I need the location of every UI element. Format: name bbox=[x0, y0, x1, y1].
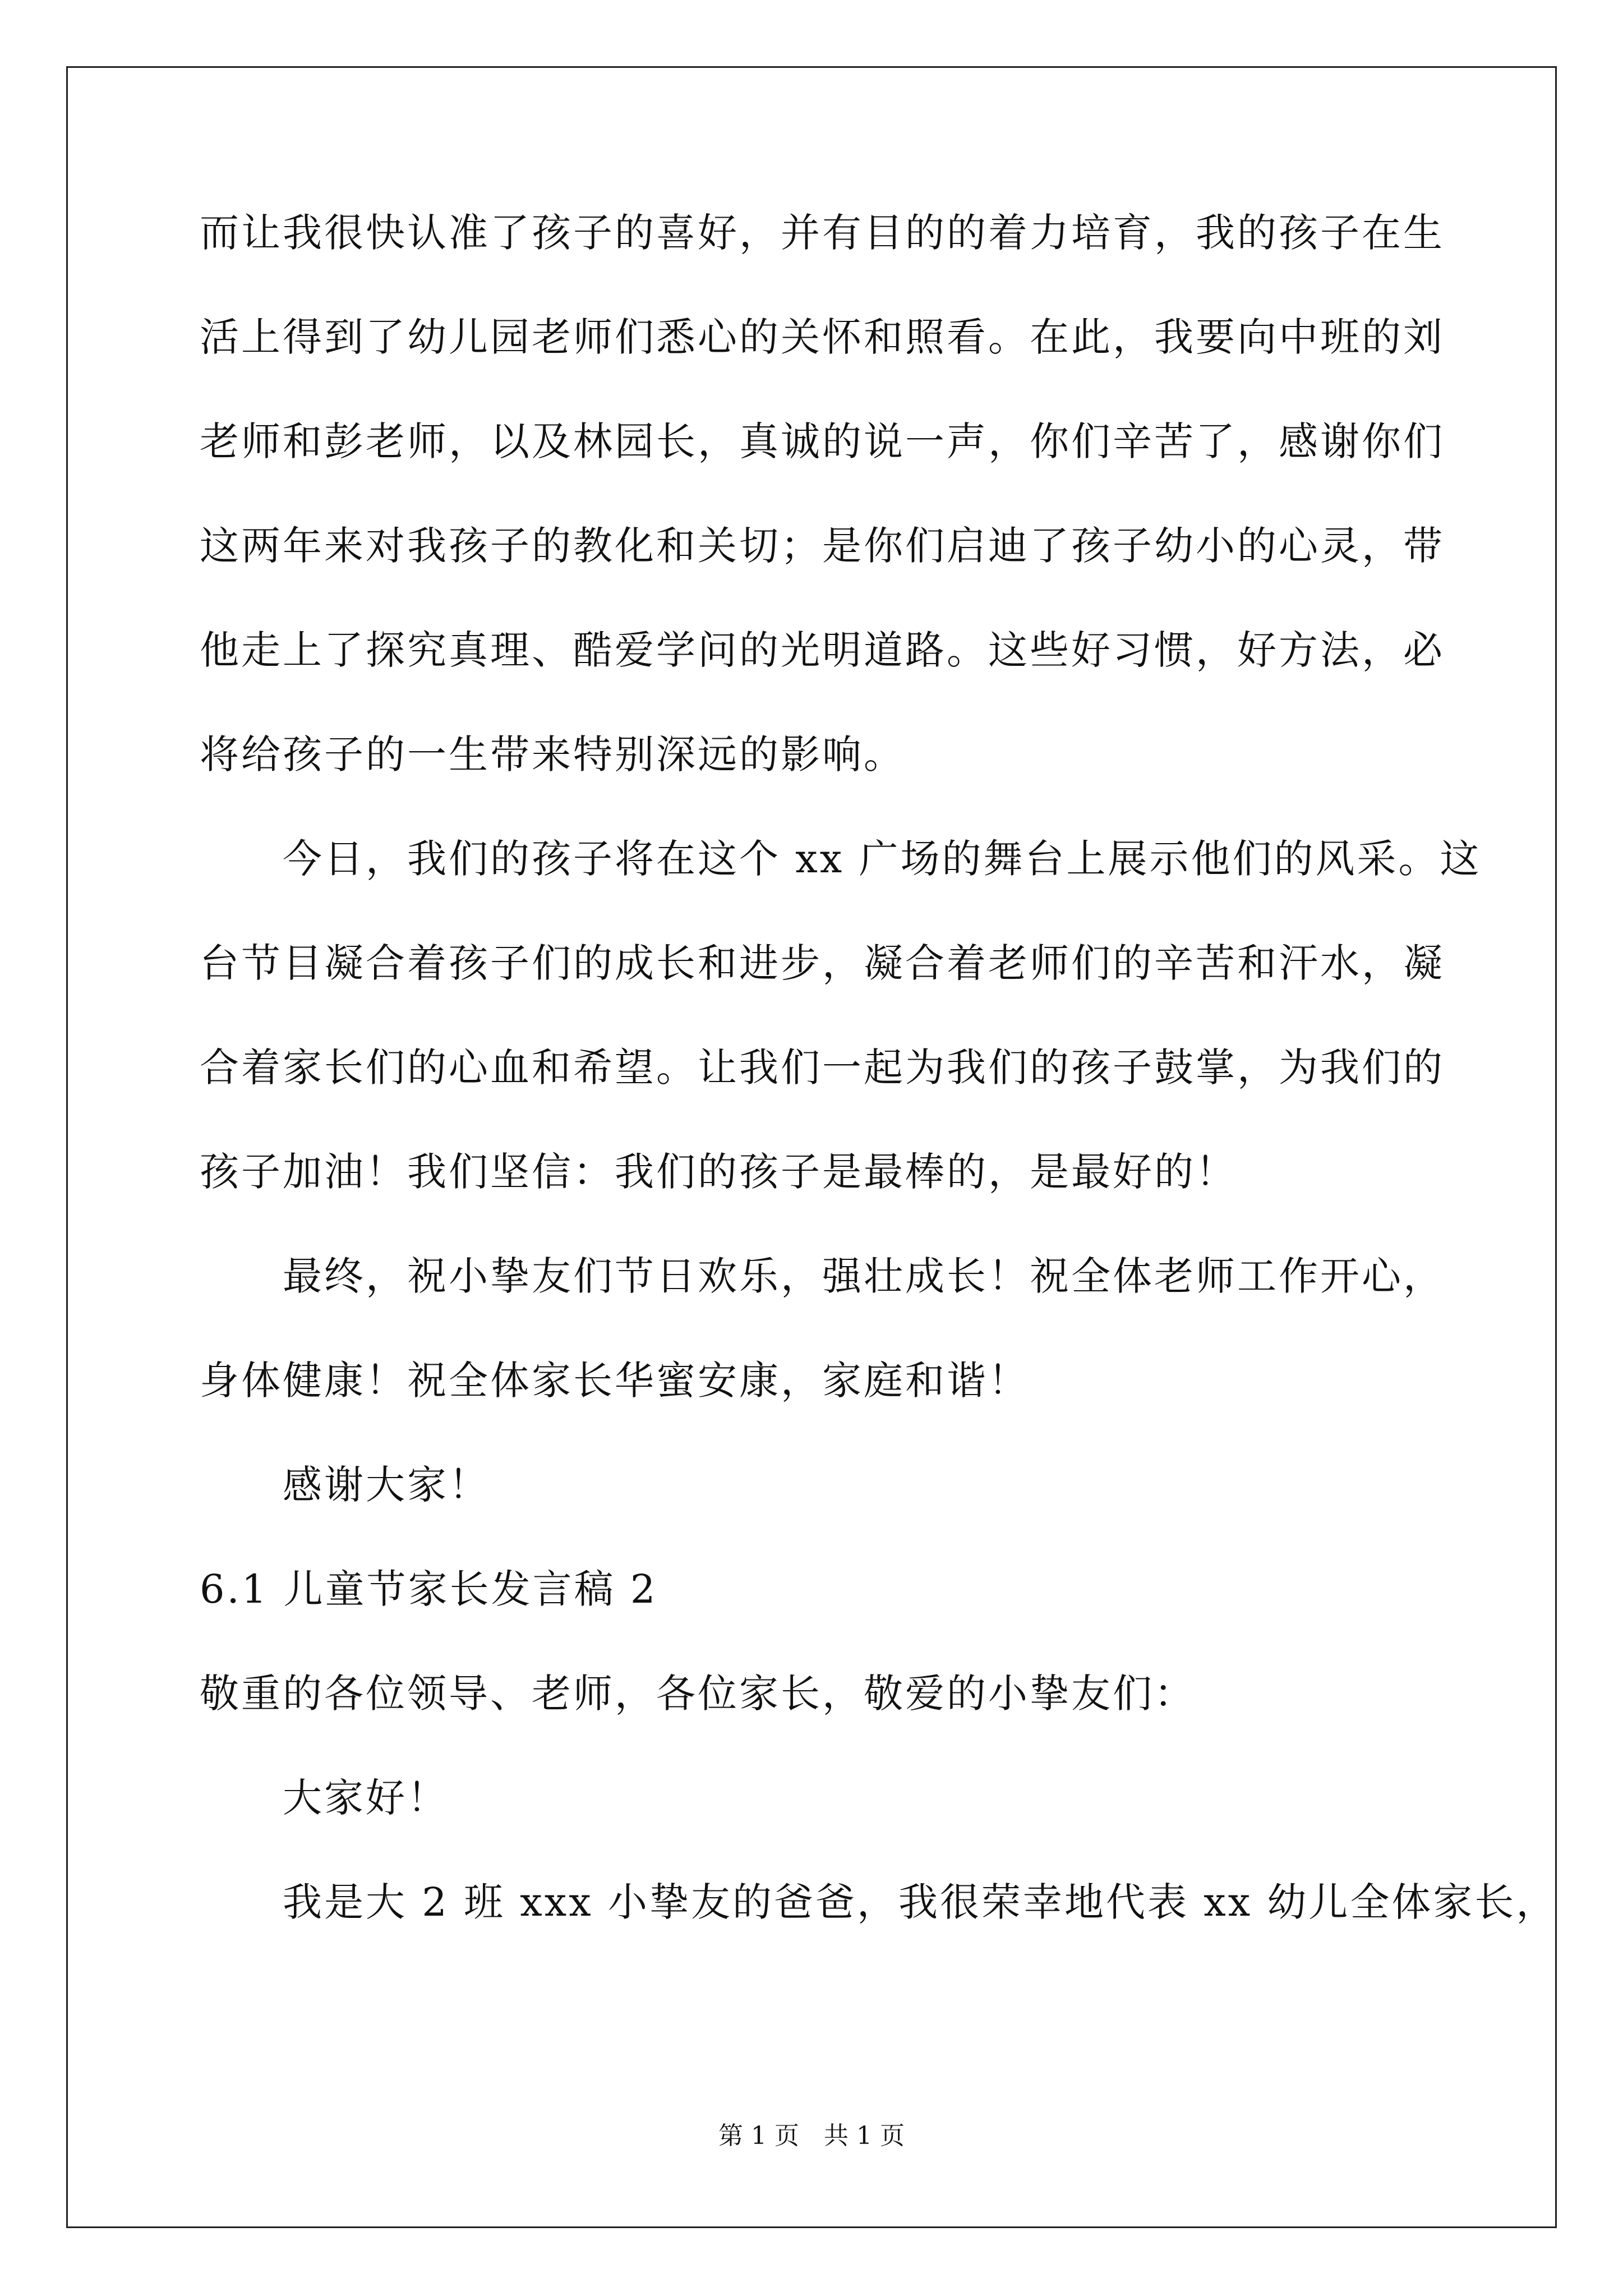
paragraph-line: 他走上了探究真理、酷爱学问的光明道路。这些好习惯，好方法，必 bbox=[200, 627, 1445, 673]
paragraph-line: 合着家长们的心血和希望。让我们一起为我们的孩子鼓掌，为我们的 bbox=[200, 1045, 1445, 1091]
greeting-line: 大家好！ bbox=[283, 1775, 449, 1821]
paragraph-line: 老师和彭老师，以及林园长，真诚的说一声，你们辛苦了，感谢你们 bbox=[200, 418, 1445, 464]
paragraph-line: 最终，祝小挚友们节日欢乐，强壮成长！祝全体老师工作开心， bbox=[283, 1253, 1445, 1299]
paragraph-line: 感谢大家！ bbox=[283, 1462, 490, 1508]
paragraph-line: 身体健康！祝全体家长华蜜安康，家庭和谐！ bbox=[200, 1358, 1030, 1404]
paragraph-line: 今日，我们的孩子将在这个 xx 广场的舞台上展示他们的风采。这 bbox=[283, 836, 1482, 882]
salutation-line: 敬重的各位领导、老师，各位家长，敬爱的小挚友们： bbox=[200, 1671, 1196, 1717]
paragraph-line: 孩子加油！我们坚信：我们的孩子是最棒的，是最好的！ bbox=[200, 1149, 1237, 1195]
paragraph-line: 台节目凝合着孩子们的成长和进步，凝合着老师们的辛苦和汗水，凝 bbox=[200, 940, 1445, 986]
paragraph-line: 活上得到了幼儿园老师们悉心的关怀和照看。在此，我要向中班的刘 bbox=[200, 314, 1445, 360]
paragraph-line: 这两年来对我孩子的教化和关切；是你们启迪了孩子幼小的心灵，带 bbox=[200, 523, 1445, 569]
paragraph-line: 将给孩子的一生带来特别深远的影响。 bbox=[200, 731, 905, 777]
paragraph-line: 而让我很快认准了孩子的喜好，并有目的的着力培育，我的孩子在生 bbox=[200, 210, 1445, 256]
page-number-footer: 第 1 页 共 1 页 bbox=[718, 2122, 905, 2150]
paragraph-line: 我是大 2 班 xxx 小挚友的爸爸，我很荣幸地代表 xx 幼儿全体家长， bbox=[283, 1879, 1558, 1925]
section-heading: 6.1 儿童节家长发言稿 2 bbox=[200, 1566, 658, 1612]
